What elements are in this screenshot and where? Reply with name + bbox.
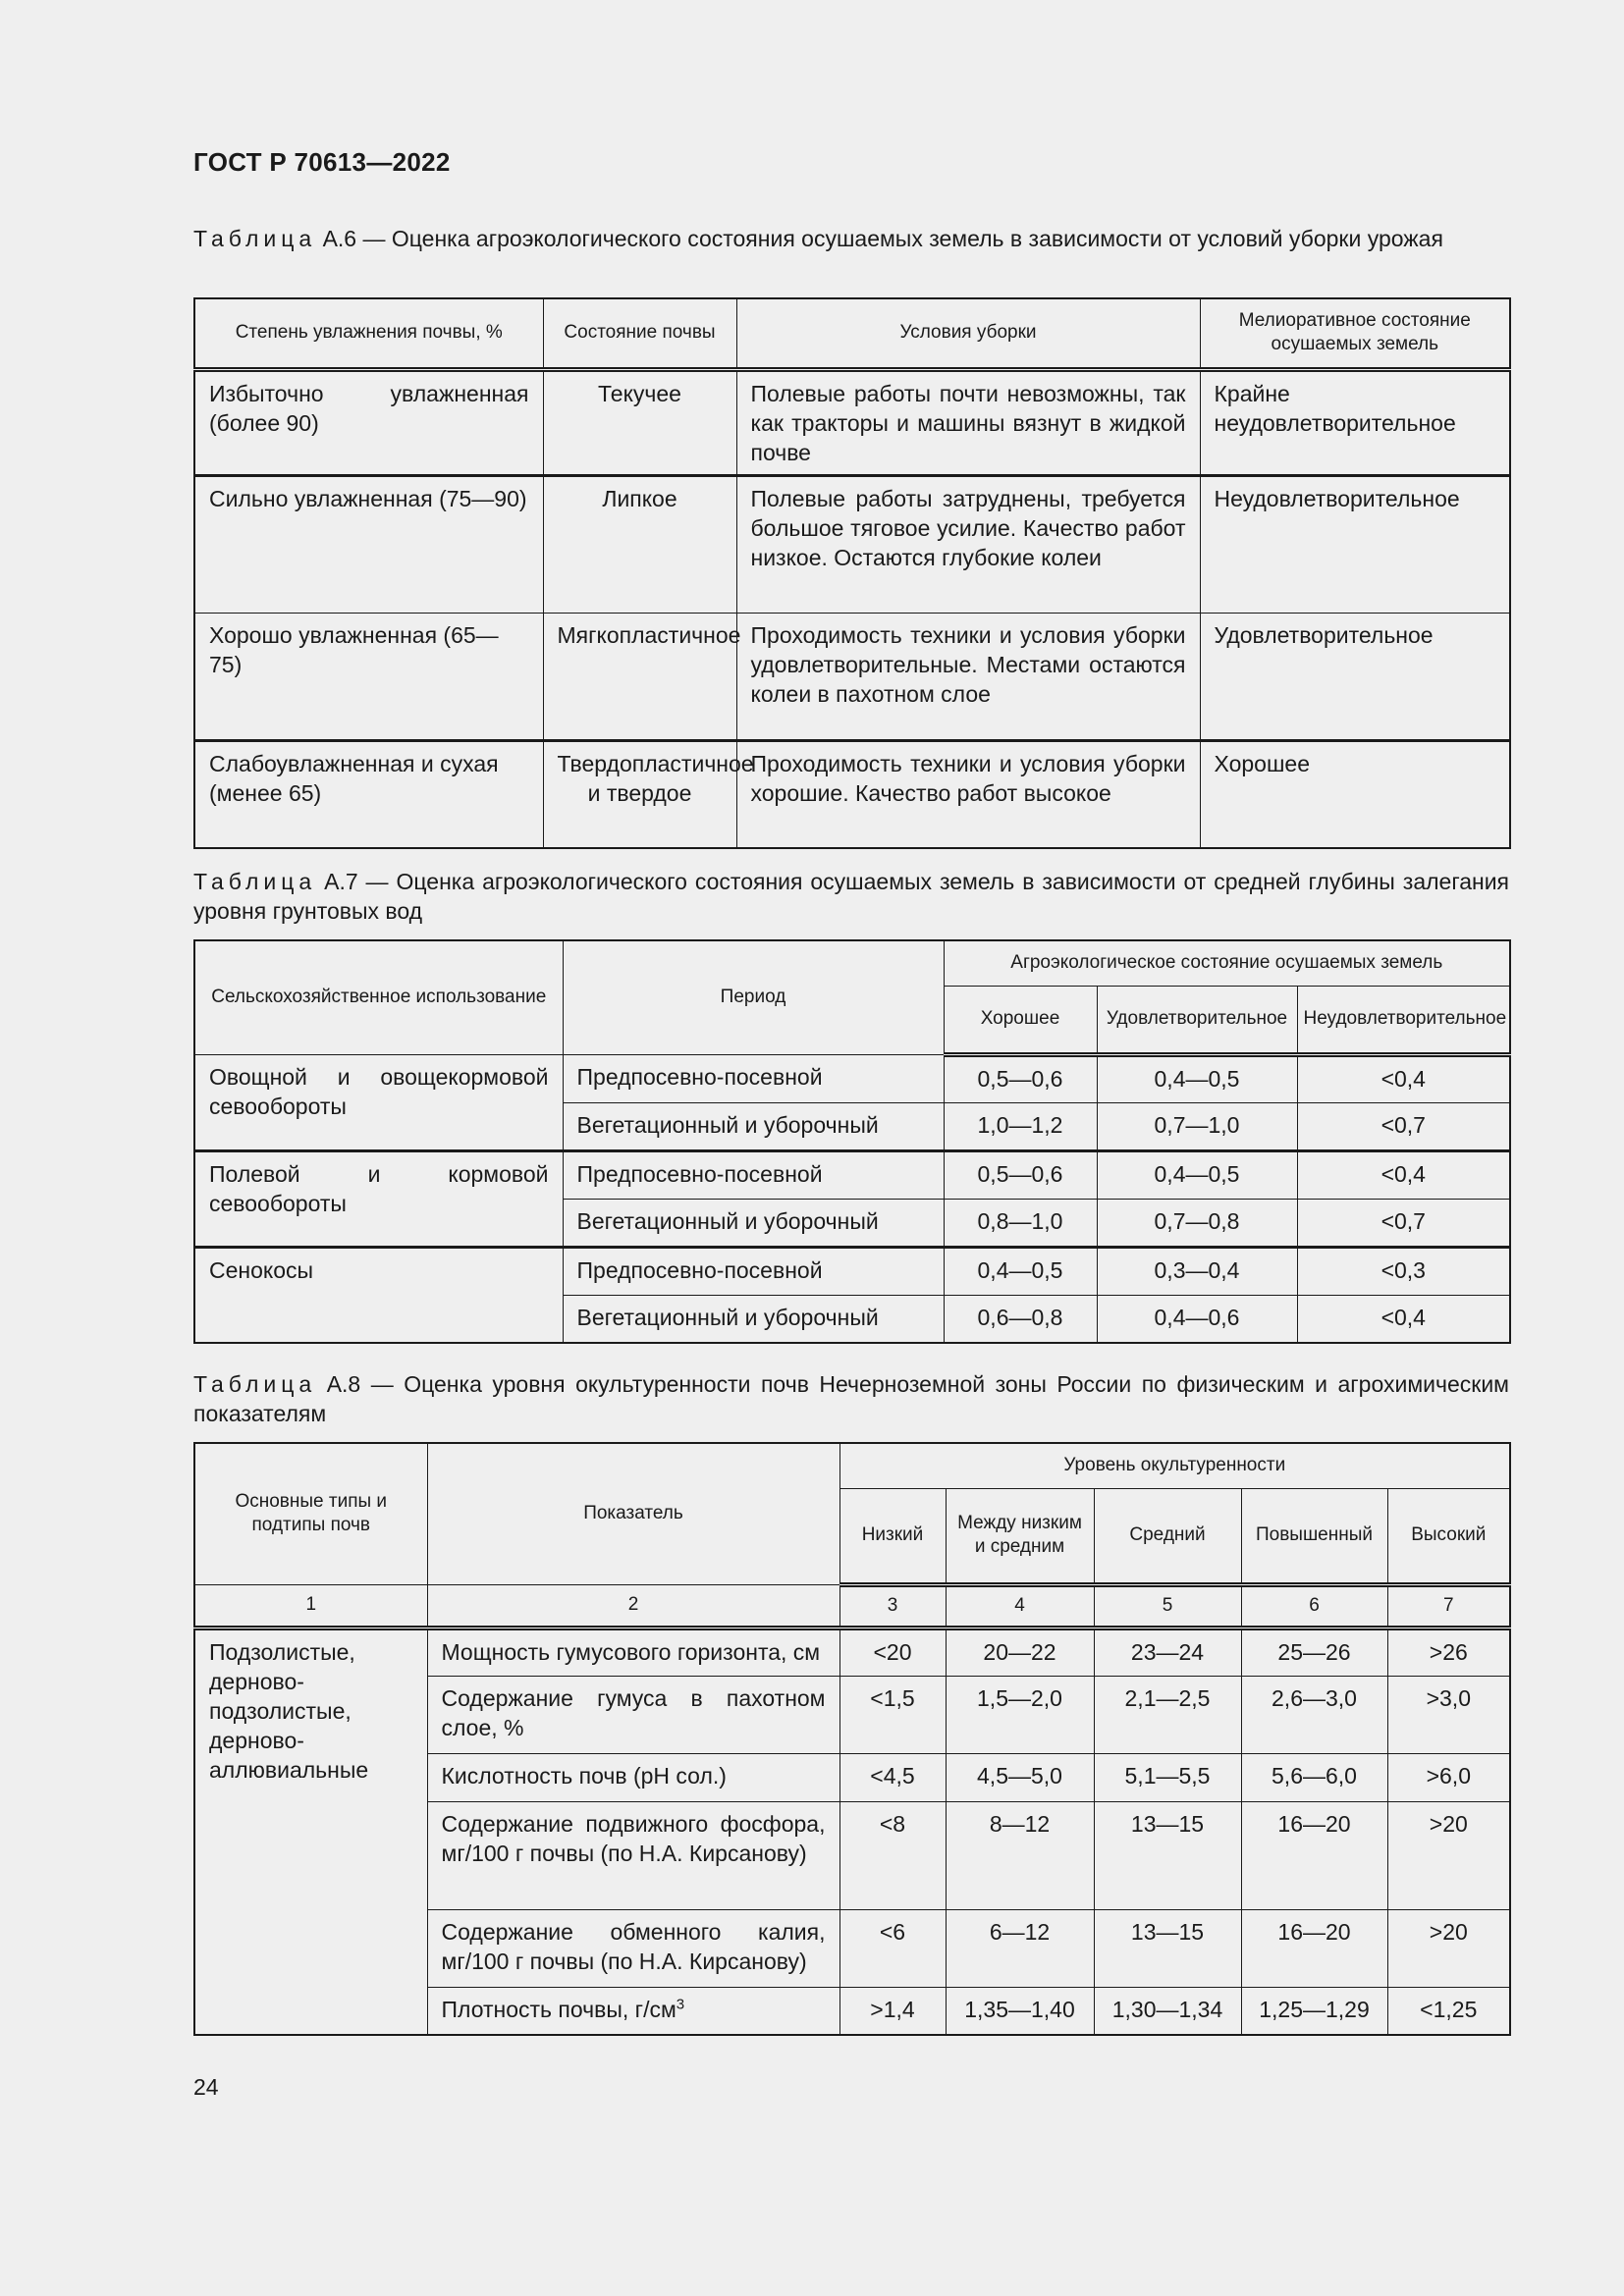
value-cell: >1,4 [839, 1987, 946, 2035]
period-cell: Предпосевно-посевной [563, 1054, 944, 1102]
page-number: 24 [193, 2074, 219, 2100]
harvest-conditions-cell: Полевые работы затруднены, требуется большое тяговое усилие. Качество работ низкое. Остаются глубокие колеи [736, 475, 1200, 613]
column-number: 7 [1387, 1584, 1510, 1628]
harvest-conditions-cell: Проходимость техники и условия уборки удовлетворительные. Местами остаются колеи в пахотном слое [736, 613, 1200, 740]
document-id: ГОСТ Р 70613—2022 [193, 147, 451, 177]
value-cell: 0,7—0,8 [1097, 1199, 1297, 1247]
table-row [194, 1247, 1510, 1295]
column-header: Мелиоративное состояние осушаемых земель [1200, 298, 1510, 369]
harvest-conditions-cell: Полевые работы почти невозможны, так как тракторы и машины вязнут в жидкой почве [736, 369, 1200, 475]
moisture-cell: Сильно увлажненная (75—90) [194, 475, 543, 613]
moisture-cell: Избыточно увлажненная (более 90) [194, 369, 543, 475]
table-row [194, 369, 1510, 475]
column-number: 6 [1241, 1584, 1387, 1628]
value-cell: 1,25—1,29 [1241, 1987, 1387, 2035]
value-cell: <6 [839, 1909, 946, 1987]
table-row [194, 613, 1510, 740]
value-cell: 4,5—5,0 [946, 1753, 1094, 1801]
value-cell: 13—15 [1094, 1909, 1241, 1987]
indicator-cell: Содержание подвижного фосфора, мг/100 г почвы (по Н.А. Кирсанову) [427, 1801, 839, 1909]
column-group-header: Уровень окультуренности [839, 1443, 1510, 1488]
table-title: А.6 — Оценка агроэкологического состояния осушаемых земель в зависимости от условий уборки урожая [316, 226, 1443, 251]
value-cell: 0,4—0,5 [1097, 1150, 1297, 1199]
value-cell: 20—22 [946, 1628, 1094, 1676]
indicator-cell: Содержание гумуса в пахотном слое, % [427, 1676, 839, 1753]
indicator-cell: Мощность гумусового горизонта, см [427, 1628, 839, 1676]
value-cell: <0,3 [1297, 1247, 1510, 1295]
column-header: Неудовлетворительное [1297, 986, 1510, 1054]
value-cell: 0,5—0,6 [944, 1054, 1097, 1102]
value-cell: >20 [1387, 1801, 1510, 1909]
value-cell: >6,0 [1387, 1753, 1510, 1801]
soil-state-cell: Твердопластичное и твердое [543, 740, 736, 848]
melioration-cell: Крайне неудовлетворительное [1200, 369, 1510, 475]
usage-cell: Овощной и овощекормовой севообороты [194, 1054, 563, 1150]
value-cell: 25—26 [1241, 1628, 1387, 1676]
column-header: Период [563, 940, 944, 1054]
table-label: Таблица [193, 869, 317, 894]
column-header: Хорошее [944, 986, 1097, 1054]
value-cell: >26 [1387, 1628, 1510, 1676]
indicator-text: Плотность почвы, г/см [441, 1996, 677, 2022]
table-a6 [193, 297, 1511, 849]
value-cell: <20 [839, 1628, 946, 1676]
table-row [194, 475, 1510, 613]
superscript: 3 [676, 1995, 685, 2012]
soil-state-cell: Липкое [543, 475, 736, 613]
melioration-cell: Хорошее [1200, 740, 1510, 848]
value-cell: 0,4—0,6 [1097, 1295, 1297, 1343]
value-cell: 2,6—3,0 [1241, 1676, 1387, 1753]
column-header: Высокий [1387, 1488, 1510, 1584]
column-number: 3 [839, 1584, 946, 1628]
value-cell: 0,6—0,8 [944, 1295, 1097, 1343]
value-cell: 1,30—1,34 [1094, 1987, 1241, 2035]
period-cell: Вегетационный и уборочный [563, 1199, 944, 1247]
value-cell: <8 [839, 1801, 946, 1909]
usage-cell: Полевой и кормовой севообороты [194, 1150, 563, 1247]
value-cell: 5,6—6,0 [1241, 1753, 1387, 1801]
value-cell: <0,4 [1297, 1150, 1510, 1199]
harvest-conditions-cell: Проходимость техники и условия уборки хорошие. Качество работ высокое [736, 740, 1200, 848]
period-cell: Вегетационный и уборочный [563, 1295, 944, 1343]
value-cell: <1,25 [1387, 1987, 1510, 2035]
indicator-cell: Кислотность почв (pH сол.) [427, 1753, 839, 1801]
value-cell: 0,8—1,0 [944, 1199, 1097, 1247]
period-cell: Вегетационный и уборочный [563, 1102, 944, 1150]
value-cell: <0,4 [1297, 1295, 1510, 1343]
column-group-header: Агроэкологическое состояние осушаемых земель [944, 940, 1510, 986]
value-cell: 0,4—0,5 [944, 1247, 1097, 1295]
table-a8-caption [193, 1369, 1509, 1428]
column-header: Средний [1094, 1488, 1241, 1584]
column-header: Между низким и средним [946, 1488, 1094, 1584]
column-header: Состояние почвы [543, 298, 736, 369]
indicator-cell [427, 1987, 839, 2035]
column-number-row [194, 1584, 1510, 1628]
column-header: Условия уборки [736, 298, 1200, 369]
table-header-row [194, 1443, 1510, 1488]
column-header: Низкий [839, 1488, 946, 1584]
moisture-cell: Хорошо увлажненная (65—75) [194, 613, 543, 740]
column-header: Степень увлажнения почвы, % [194, 298, 543, 369]
column-number: 2 [427, 1584, 839, 1628]
table-title: А.7 — Оценка агроэкологического состояния осушаемых земель в зависимости от средней глубины залегания уровня грунтовых вод [193, 869, 1509, 924]
table-header-row [194, 940, 1510, 986]
usage-cell: Сенокосы [194, 1247, 563, 1343]
soil-type-cell: Подзолистые, дерново-подзолистые, дерново-аллювиальные [194, 1628, 427, 2035]
table-title: А.8 — Оценка уровня окультуренности почв Нечерноземной зоны России по физическим и агрохимическим показателям [193, 1371, 1509, 1426]
value-cell: 2,1—2,5 [1094, 1676, 1241, 1753]
table-row [194, 1628, 1510, 1676]
melioration-cell: Удовлетворительное [1200, 613, 1510, 740]
value-cell: 16—20 [1241, 1801, 1387, 1909]
value-cell: 6—12 [946, 1909, 1094, 1987]
table-label: Таблица [193, 1371, 317, 1397]
value-cell: 0,5—0,6 [944, 1150, 1097, 1199]
column-header: Повышенный [1241, 1488, 1387, 1584]
column-header: Удовлетворительное [1097, 986, 1297, 1054]
soil-state-cell: Мягкопластичное [543, 613, 736, 740]
value-cell: 1,5—2,0 [946, 1676, 1094, 1753]
table-a8 [193, 1442, 1511, 2036]
table-label: Таблица [193, 226, 317, 251]
value-cell: <1,5 [839, 1676, 946, 1753]
table-a6-caption [193, 224, 1509, 253]
table-row [194, 1054, 1510, 1102]
moisture-cell: Слабоувлажненная и сухая (менее 65) [194, 740, 543, 848]
column-number: 1 [194, 1584, 427, 1628]
value-cell: <0,4 [1297, 1054, 1510, 1102]
value-cell: 8—12 [946, 1801, 1094, 1909]
value-cell: 1,0—1,2 [944, 1102, 1097, 1150]
melioration-cell: Неудовлетворительное [1200, 475, 1510, 613]
column-header: Показатель [427, 1443, 839, 1584]
soil-state-cell: Текучее [543, 369, 736, 475]
column-header: Основные типы и подтипы почв [194, 1443, 427, 1584]
column-header: Сельскохозяйственное использование [194, 940, 563, 1054]
value-cell: >20 [1387, 1909, 1510, 1987]
value-cell: 23—24 [1094, 1628, 1241, 1676]
value-cell: 0,7—1,0 [1097, 1102, 1297, 1150]
value-cell: 13—15 [1094, 1801, 1241, 1909]
value-cell: <0,7 [1297, 1102, 1510, 1150]
indicator-cell: Содержание обменного калия, мг/100 г почвы (по Н.А. Кирсанову) [427, 1909, 839, 1987]
value-cell: <0,7 [1297, 1199, 1510, 1247]
column-number: 4 [946, 1584, 1094, 1628]
value-cell: 0,4—0,5 [1097, 1054, 1297, 1102]
table-row [194, 1150, 1510, 1199]
value-cell: 1,35—1,40 [946, 1987, 1094, 2035]
period-cell: Предпосевно-посевной [563, 1150, 944, 1199]
value-cell: <4,5 [839, 1753, 946, 1801]
period-cell: Предпосевно-посевной [563, 1247, 944, 1295]
value-cell: 5,1—5,5 [1094, 1753, 1241, 1801]
value-cell: >3,0 [1387, 1676, 1510, 1753]
table-a7-caption [193, 867, 1509, 926]
table-a7 [193, 939, 1511, 1344]
value-cell: 0,3—0,4 [1097, 1247, 1297, 1295]
table-row [194, 740, 1510, 848]
value-cell: 16—20 [1241, 1909, 1387, 1987]
table-header-row [194, 298, 1510, 369]
column-number: 5 [1094, 1584, 1241, 1628]
